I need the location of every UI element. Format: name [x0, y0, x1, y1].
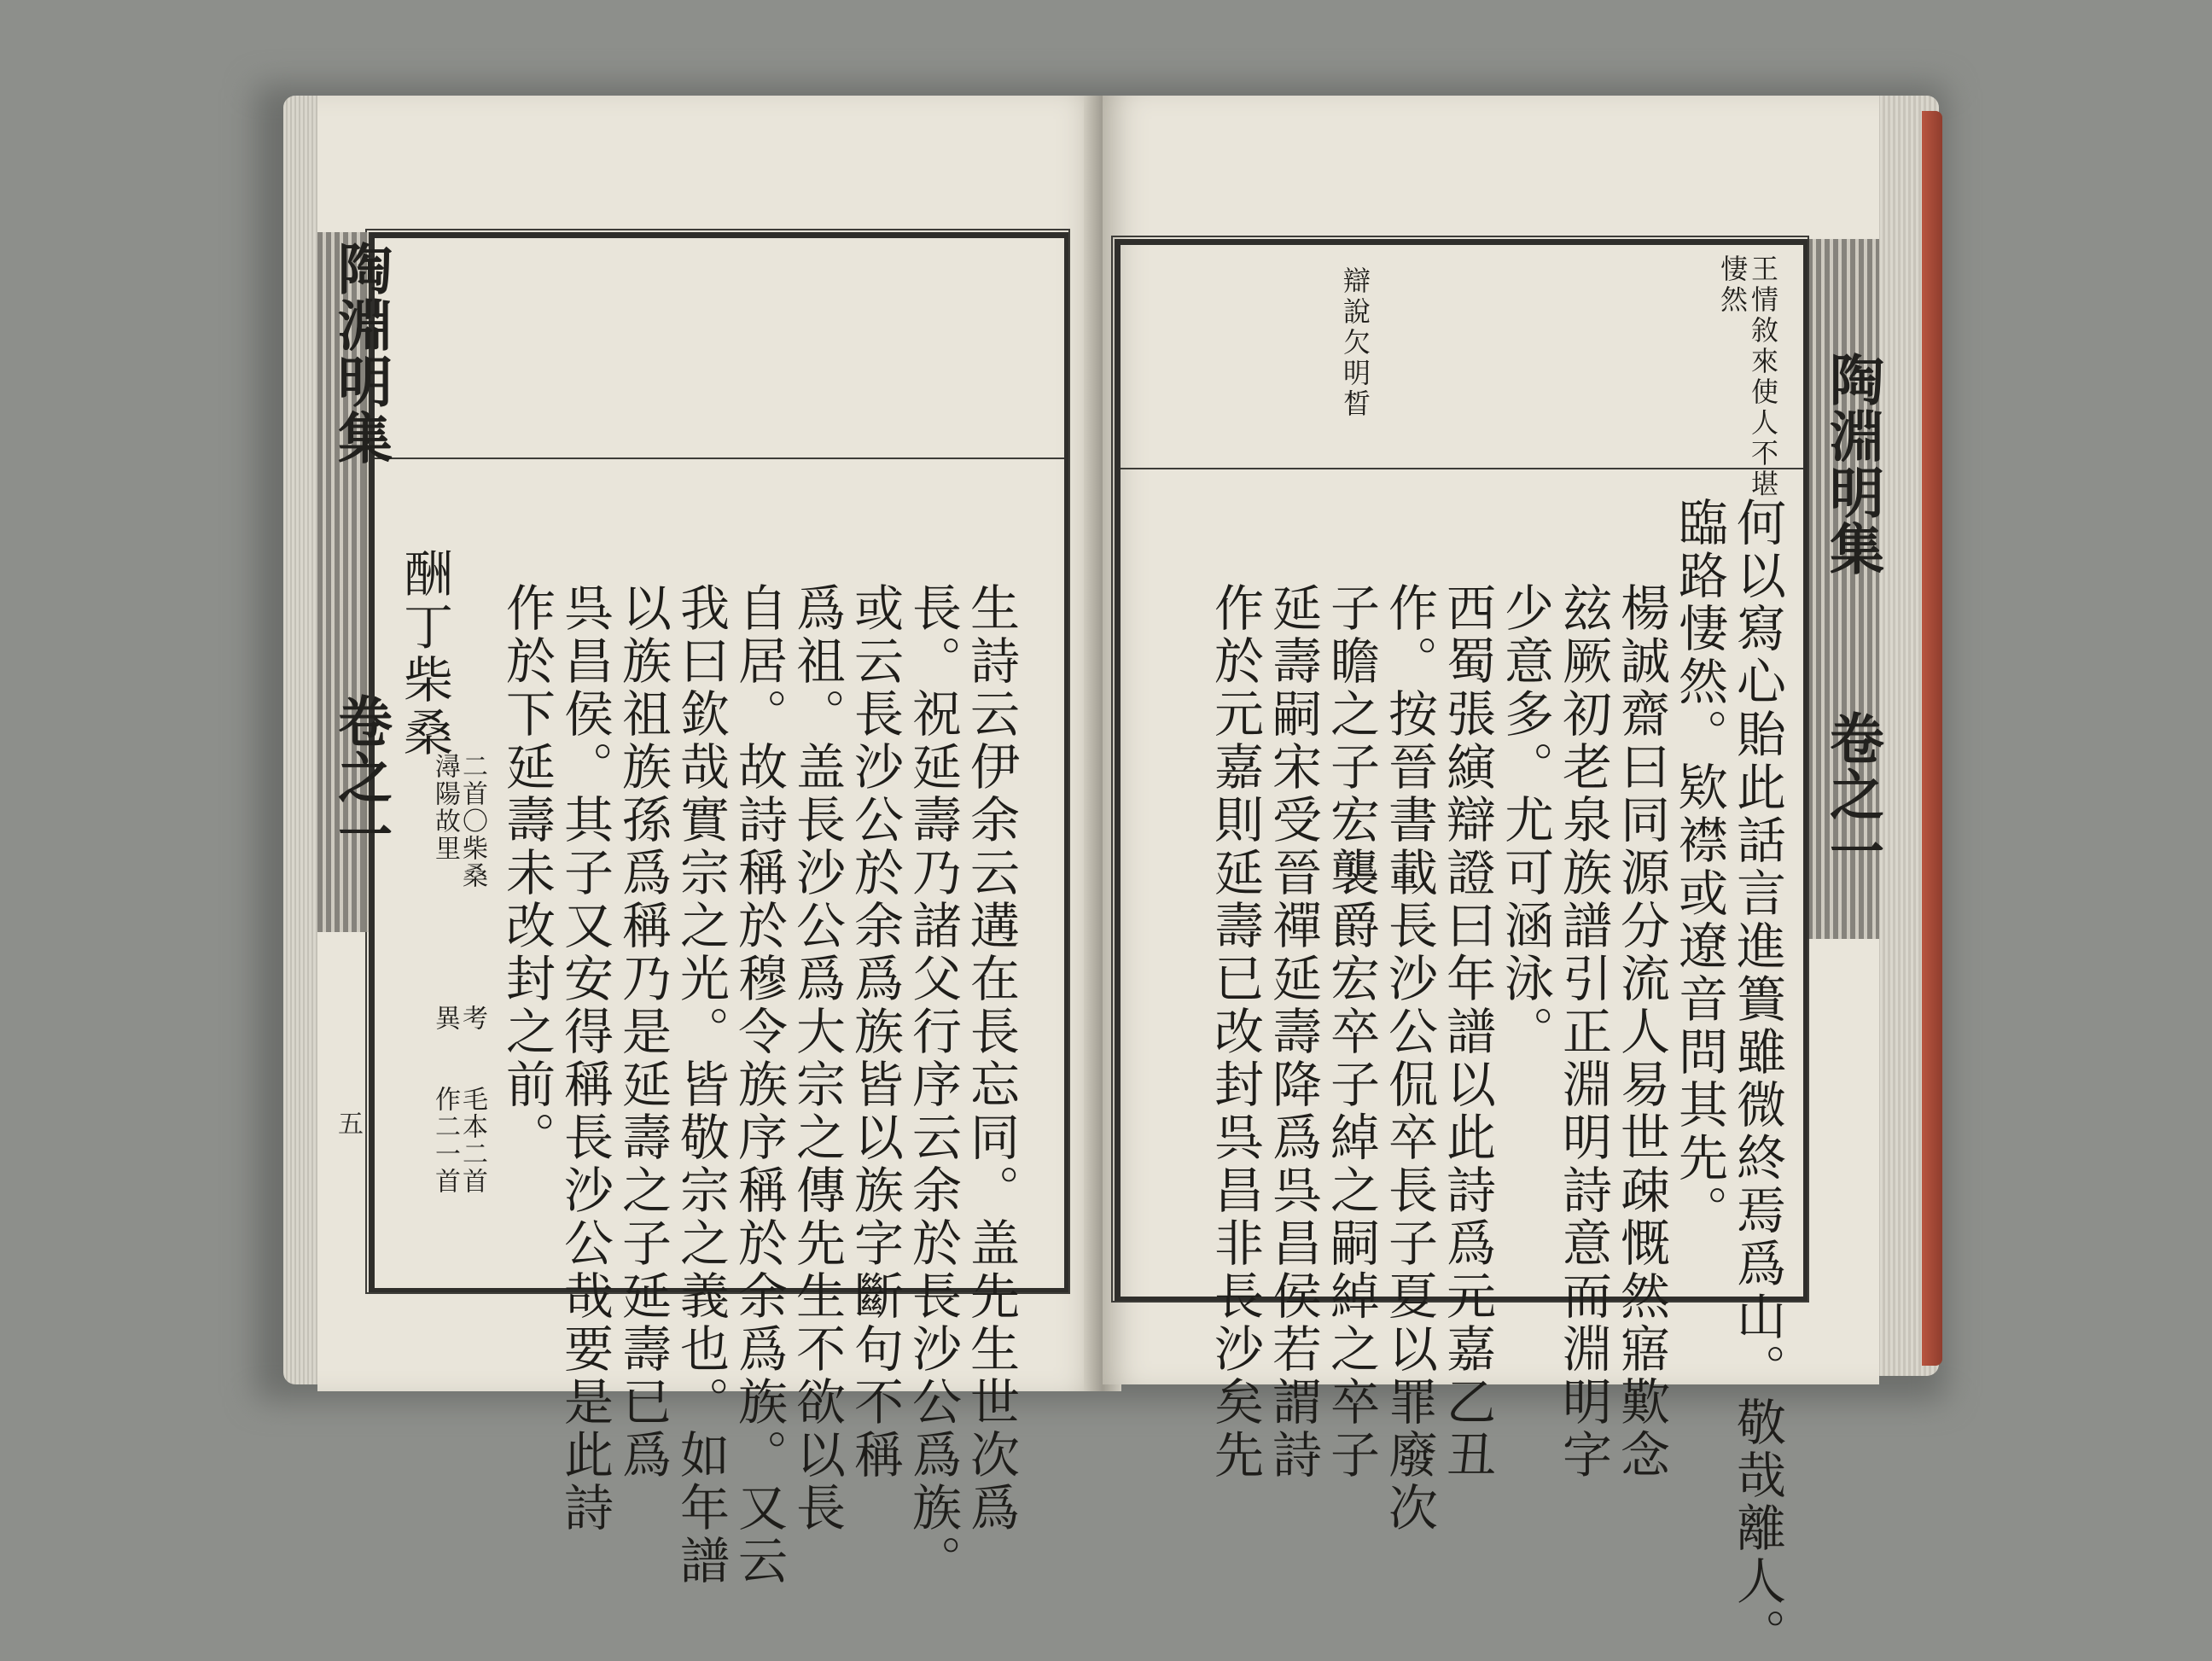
right-text-col-3: 楊誠齋曰同源分流人易世疎慨然寤歎念 [1612, 582, 1670, 1482]
edition-note-2: 作二一首 [430, 1086, 460, 1195]
right-volume-label: 卷之一 [1820, 710, 1884, 879]
poem-title: 酬丁柴桑 [395, 548, 453, 760]
bracket-note-2: 異 [430, 1005, 460, 1032]
left-text-col-1: 生詩云伊余云遘在長忘同。盖先生世次爲 [962, 582, 1020, 1535]
title-note-2: 潯陽故里 [430, 753, 460, 862]
right-text-col-10: 作於元嘉則延壽已改封呉昌非長沙矣先 [1206, 582, 1264, 1482]
left-page-upper-divider [375, 458, 1064, 459]
left-banner-title: 陶淵明集 [329, 241, 393, 466]
right-text-col-7: 作。按晉書載長沙公侃卒長子夏以罪廢次 [1380, 582, 1438, 1535]
left-text-col-4: 爲祖。盖長沙公爲大宗之傳先生不欲以長 [788, 582, 846, 1535]
right-page-upper-divider [1121, 468, 1803, 469]
page-number: 五 [338, 1110, 364, 1139]
bracket-note-1: 考 [457, 1005, 487, 1032]
right-banner-title: 陶淵明集 [1820, 352, 1884, 577]
upper-note-2: 王情敘來使人不堪 [1747, 254, 1779, 500]
right-text-col-5: 少意多。尤可涵泳。 [1496, 582, 1554, 1058]
title-note-1: 二首〇柴桑 [457, 753, 487, 889]
upper-note-3: 悽然 [1716, 254, 1749, 316]
right-text-col-9: 延壽嗣宋受晉禪延壽降爲呉昌侯若謂詩 [1264, 582, 1322, 1482]
left-text-col-9: 作於下延壽未改封之前。 [498, 582, 556, 1164]
right-text-col-1: 何以寫心貽此話言進簣雖微終焉爲山。敬哉離人。 [1728, 497, 1786, 1661]
left-volume-label: 卷之一 [329, 693, 393, 862]
right-text-col-4: 玆厥初老泉族譜引正淵明詩意而淵明字 [1554, 582, 1612, 1482]
upper-note-1: 辯說欠明晳 [1339, 266, 1371, 420]
left-text-col-5: 自居。故詩稱於穆令族序稱於余爲族。又云 [730, 582, 788, 1588]
right-page [1103, 96, 1884, 1661]
left-text-col-7: 以族祖族孫爲稱乃是延壽之子延壽已爲 [614, 582, 672, 1482]
right-text-col-2: 臨路悽然。欵襟或遼音問其先。 [1670, 497, 1728, 1238]
edition-note-1: 毛本二首 [457, 1086, 487, 1195]
left-text-col-2: 長。祝延壽乃諸父行序云余於長沙公爲族。 [904, 582, 962, 1588]
left-text-col-8: 呉昌侯。其子又安得稱長沙公哉要是此詩 [556, 582, 614, 1535]
right-text-col-6: 西蜀張縯辯證曰年譜以此詩爲元嘉乙丑 [1438, 582, 1496, 1482]
right-text-col-8: 子瞻之子宏襲爵宏卒子綽之嗣綽之卒子 [1322, 582, 1380, 1482]
book-cover-edge [1922, 111, 1942, 1366]
left-page [317, 96, 1103, 1588]
left-text-col-3: 或云長沙公於余爲族皆以族字斷句不稱 [846, 582, 904, 1482]
left-text-col-6: 我曰欽哉實宗之光。皆敬宗之義也。如年譜 [672, 582, 730, 1588]
